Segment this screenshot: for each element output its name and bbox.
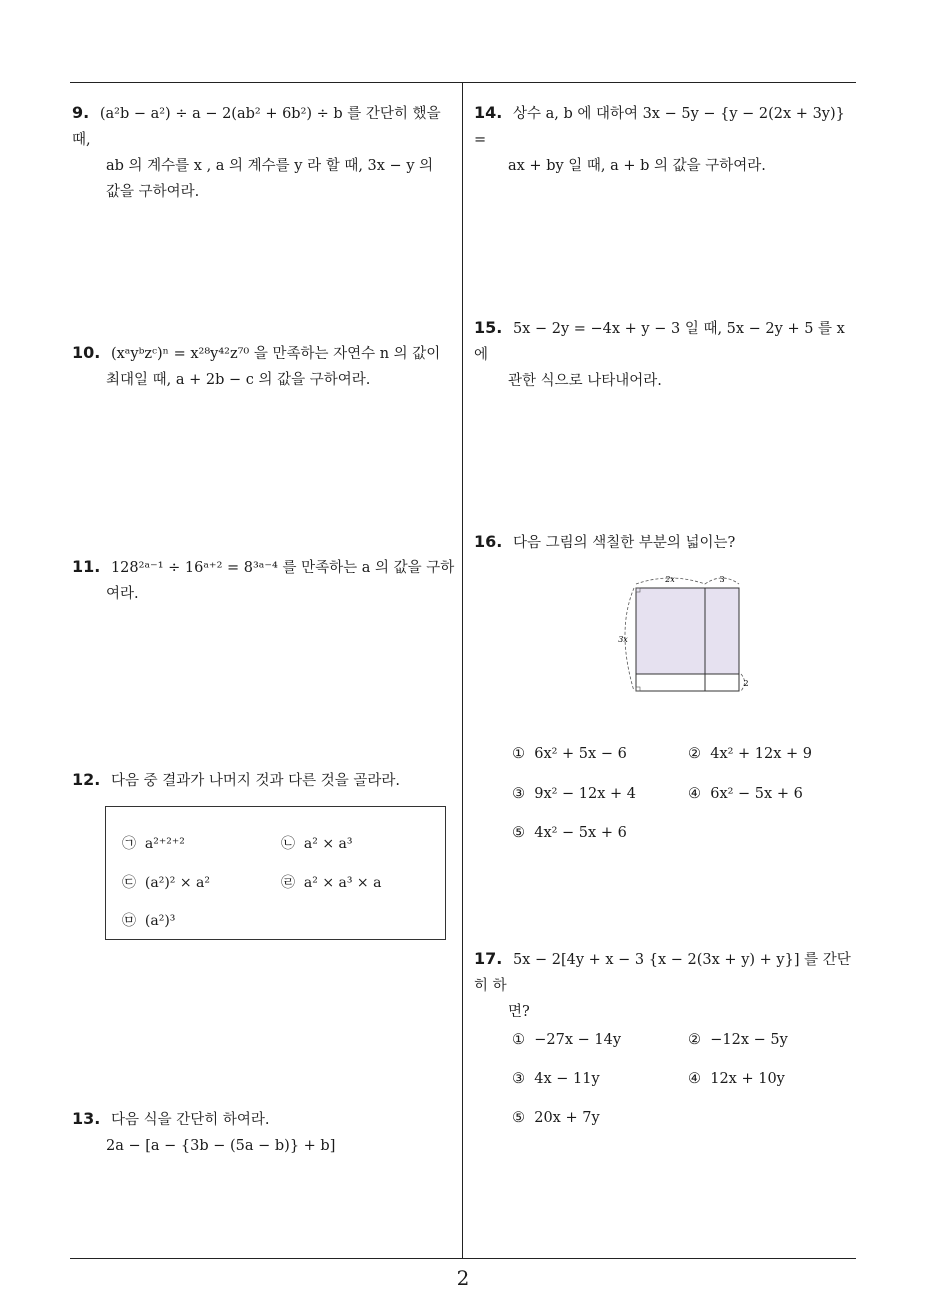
choice-expr: −27x − 14y: [534, 1032, 622, 1048]
question-line: 값을 구하여라.: [106, 184, 200, 200]
choice-expr: 12x + 10y: [710, 1071, 785, 1087]
question-number: 16.: [474, 532, 503, 551]
question-line: 128²ᵃ⁻¹ ÷ 16ᵃ⁺² = 8³ᵃ⁻⁴ 를 만족하는 a 의 값을 구하: [110, 560, 455, 576]
question-number: 17.: [474, 949, 503, 968]
q12-option[interactable]: [122, 833, 185, 853]
q12-option[interactable]: [122, 910, 175, 930]
bottom-rule: [70, 1258, 856, 1259]
choice-expr: 6x² + 5x − 6: [534, 746, 627, 762]
question-12: [72, 767, 457, 794]
q17-choice[interactable]: [512, 1071, 600, 1087]
q16-choices: [512, 746, 852, 856]
q16-figure: [610, 570, 760, 695]
question-9: [72, 100, 457, 205]
question-line: 상수 a, b 에 대하여 3x − 5y − {y − 2(2x + 3y)} =: [474, 106, 845, 148]
question-11: [72, 554, 457, 607]
choice-expr: 20x + 7y: [534, 1110, 600, 1126]
question-line: (a²b − a²) ÷ a − 2(ab² + 6b²) ÷ b 를 간단히 했을 때,: [72, 106, 441, 148]
choice-expr: 9x² − 12x + 4: [534, 786, 637, 802]
q17-choices: [512, 1032, 852, 1142]
choice-mark: ⑤: [512, 1110, 525, 1126]
q16-choice[interactable]: [512, 786, 636, 802]
choice-mark: ③: [512, 1071, 525, 1087]
question-number: 12.: [72, 770, 101, 789]
choice-mark: ⑤: [512, 825, 525, 841]
q16-choice[interactable]: [688, 746, 812, 762]
label-top-right: 3: [719, 575, 725, 584]
question-line: 최대일 때, a + 2b − c 의 값을 구하여라.: [106, 372, 371, 388]
label-top-left: 2x: [665, 575, 675, 584]
shaded-region: [636, 588, 739, 674]
question-line: ax + by 일 때, a + b 의 값을 구하여라.: [508, 158, 766, 174]
question-line: 다음 식을 간단히 하여라.: [110, 1112, 270, 1128]
question-line: ab 의 계수를 x , a 의 계수를 y 라 할 때, 3x − y 의: [106, 158, 434, 174]
question-expression: 2a − [a − {3b − (5a − b)} + b]: [106, 1138, 336, 1154]
option-mark: ㉡: [281, 836, 295, 852]
choice-mark: ①: [512, 746, 525, 762]
question-13: [72, 1106, 457, 1159]
choice-mark: ②: [688, 1032, 701, 1048]
q16-choice[interactable]: [512, 746, 627, 762]
choice-expr: 4x − 11y: [534, 1071, 600, 1087]
question-number: 10.: [72, 343, 101, 362]
option-expr: a² × a³: [303, 836, 353, 852]
question-line: 다음 중 결과가 나머지 것과 다른 것을 골라라.: [110, 773, 400, 789]
question-line: 면?: [508, 1004, 530, 1020]
question-16: [474, 529, 859, 556]
q16-choice[interactable]: [688, 786, 803, 802]
top-rule: [70, 82, 856, 83]
q17-choice[interactable]: [688, 1071, 785, 1087]
question-line: 다음 그림의 색칠한 부분의 넓이는?: [512, 535, 736, 551]
q17-choice[interactable]: [512, 1032, 621, 1048]
column-divider: [462, 83, 463, 1259]
right-angle-mark: [636, 687, 640, 691]
choice-mark: ③: [512, 786, 525, 802]
q17-choice[interactable]: [688, 1032, 788, 1048]
question-14: [474, 100, 859, 179]
choice-expr: −12x − 5y: [710, 1032, 788, 1048]
option-mark: ㉤: [122, 913, 136, 929]
question-number: 11.: [72, 557, 101, 576]
option-expr: a² × a³ × a: [303, 875, 382, 891]
label-bottom-right: 2: [743, 679, 749, 688]
q12-option[interactable]: [281, 872, 381, 892]
choice-expr: 4x² + 12x + 9: [710, 746, 813, 762]
option-expr: (a²)³: [144, 913, 176, 929]
question-number: 14.: [474, 103, 503, 122]
option-expr: (a²)² × a²: [144, 875, 210, 891]
question-line: 5x − 2[4y + x − 3 {x − 2(3x + y) + y}] 를 간단히 하: [474, 952, 851, 994]
choice-mark: ④: [688, 1071, 701, 1087]
question-line: 5x − 2y = −4x + y − 3 일 때, 5x − 2y + 5 를 x 에: [474, 321, 845, 363]
option-mark: ㉣: [281, 875, 295, 891]
q12-options-box: [105, 806, 446, 940]
question-line: 관한 식으로 나타내어라.: [508, 373, 662, 389]
q12-option[interactable]: [281, 833, 352, 853]
option-expr: a²⁺²⁺²: [144, 836, 185, 852]
choice-mark: ②: [688, 746, 701, 762]
choice-expr: 6x² − 5x + 6: [710, 786, 803, 802]
question-number: 9.: [72, 103, 90, 122]
option-mark: ㉢: [122, 875, 136, 891]
choice-mark: ④: [688, 786, 701, 802]
q12-option[interactable]: [122, 872, 210, 892]
question-number: 13.: [72, 1109, 101, 1128]
question-number: 15.: [474, 318, 503, 337]
question-10: [72, 340, 457, 393]
page-number: 2: [456, 1266, 470, 1290]
q16-choice[interactable]: [512, 825, 627, 841]
question-line: 여라.: [106, 586, 139, 602]
choice-expr: 4x² − 5x + 6: [534, 825, 627, 841]
question-line: (xᵃyᵇzᶜ)ⁿ = x²⁸y⁴²z⁷⁰ 을 만족하는 자연수 n 의 값이: [110, 346, 441, 362]
q17-choice[interactable]: [512, 1110, 600, 1126]
choice-mark: ①: [512, 1032, 525, 1048]
question-15: [474, 315, 859, 394]
label-left: 3x: [618, 635, 628, 644]
option-mark: ㉠: [122, 836, 136, 852]
question-17: [474, 946, 859, 1025]
